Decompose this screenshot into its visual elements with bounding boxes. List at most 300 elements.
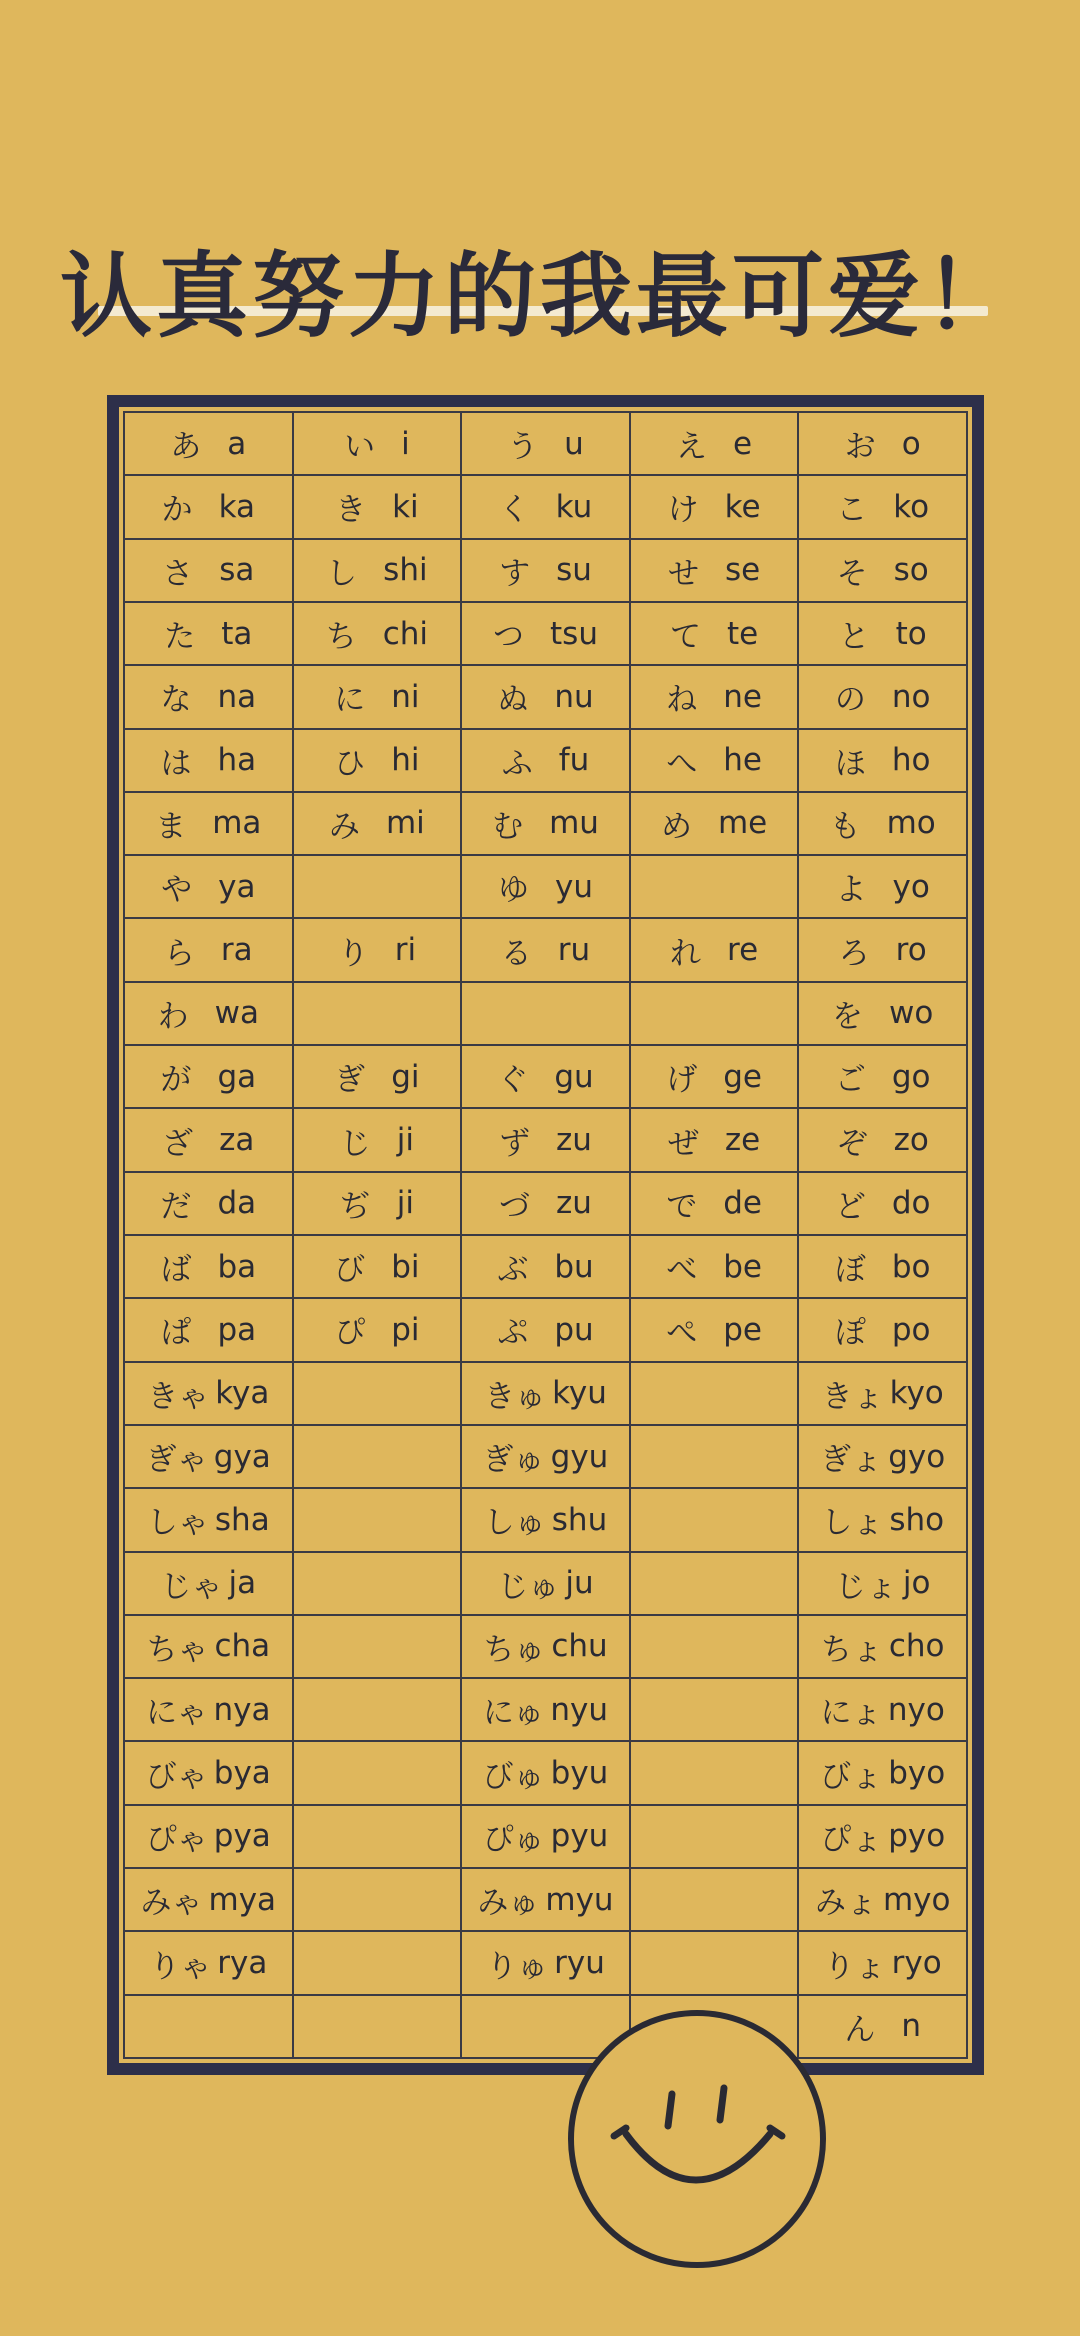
empty-cell: [294, 1742, 463, 1805]
kana-cell: [125, 1679, 294, 1742]
empty-cell: [631, 1742, 800, 1805]
kana-cell: [799, 1426, 968, 1489]
kana-char: ぴょ: [820, 1821, 883, 1858]
kana-char: て: [669, 619, 701, 656]
kana-cell: [462, 1109, 631, 1172]
romaji-text: gya: [213, 1438, 271, 1475]
kana-cell: [462, 1426, 631, 1489]
romaji-text: mi: [385, 805, 425, 842]
romaji-text: cha: [214, 1628, 271, 1665]
kana-cell: [799, 603, 968, 666]
romaji-text: pu: [554, 1311, 594, 1348]
romaji-text: shi: [383, 552, 428, 589]
kana-cell: [631, 476, 800, 539]
kana-cell: [294, 603, 463, 666]
empty-cell: [631, 1806, 800, 1869]
romaji-text: nyo: [887, 1691, 945, 1728]
kana-cell: [462, 1173, 631, 1236]
romaji-text: ta: [221, 615, 253, 652]
empty-cell: [294, 1996, 463, 2059]
romaji-text: be: [723, 1248, 762, 1285]
kana-cell: [799, 1173, 968, 1236]
romaji-text: bu: [554, 1248, 594, 1285]
kana-cell: [294, 1236, 463, 1299]
kana-cell: [799, 1806, 968, 1869]
kana-cell: [125, 1426, 294, 1489]
romaji-text: byu: [550, 1755, 609, 1792]
kana-char: じ: [339, 1125, 371, 1162]
kana-char: ぢ: [339, 1188, 371, 1225]
kana-char: ず: [499, 1125, 531, 1162]
romaji-text: gi: [391, 1058, 420, 1095]
kana-char: た: [164, 619, 196, 656]
kana-cell: [462, 1299, 631, 1362]
romaji-text: ro: [895, 932, 927, 969]
kana-char: え: [676, 429, 708, 466]
romaji-text: jo: [902, 1565, 931, 1602]
kana-cell: [125, 1299, 294, 1362]
romaji-text: ryu: [554, 1945, 605, 1982]
kana-cell: [631, 1046, 800, 1109]
kana-cell: [294, 730, 463, 793]
romaji-text: da: [217, 1185, 257, 1222]
empty-cell: [125, 1996, 294, 2059]
kana-cell: [125, 1806, 294, 1869]
kana-char: りょ: [823, 1948, 886, 1985]
kana-char: しゃ: [146, 1505, 209, 1542]
kana-char: きゃ: [147, 1378, 210, 1415]
kana-cell: [294, 1173, 463, 1236]
kana-cell: [799, 1742, 968, 1805]
kana-char: ぷ: [497, 1315, 529, 1352]
romaji-text: no: [891, 678, 931, 715]
kana-char: ち: [325, 619, 357, 656]
kana-cell: [799, 540, 968, 603]
kana-cell: [462, 730, 631, 793]
empty-cell: [294, 983, 463, 1046]
kana-char: び: [334, 1252, 366, 1289]
kana-char: も: [829, 808, 861, 845]
kana-char: ろ: [838, 935, 870, 972]
kana-cell: [462, 1236, 631, 1299]
romaji-text: ko: [893, 488, 930, 525]
kana-char: にゅ: [482, 1695, 545, 1732]
kana-char: ぴゃ: [145, 1821, 208, 1858]
romaji-text: za: [219, 1122, 255, 1159]
kana-char: しゅ: [483, 1505, 546, 1542]
kana-char: れ: [670, 935, 702, 972]
romaji-text: ru: [557, 932, 591, 969]
kana-char: ほ: [834, 745, 866, 782]
romaji-text: kyo: [889, 1375, 944, 1412]
romaji-text: me: [717, 805, 768, 842]
kana-char: め: [660, 808, 692, 845]
kana-cell: [631, 919, 800, 982]
kana-cell: [799, 1363, 968, 1426]
kana-char: ど: [834, 1188, 866, 1225]
kana-char: む: [492, 808, 524, 845]
empty-cell: [294, 1806, 463, 1869]
kana-cell: [799, 1299, 968, 1362]
kana-char: で: [666, 1188, 698, 1225]
kana-cell: [799, 1932, 968, 1995]
kana-char: こ: [836, 492, 868, 529]
romaji-text: hi: [391, 742, 420, 779]
kana-cell: [125, 919, 294, 982]
romaji-text: ke: [724, 488, 761, 525]
kana-cell: [799, 1679, 968, 1742]
romaji-text: ra: [220, 932, 253, 969]
romaji-text: pyu: [550, 1818, 609, 1855]
romaji-text: sha: [214, 1501, 270, 1538]
kana-char: びゅ: [482, 1758, 545, 1795]
empty-cell: [294, 1869, 463, 1932]
romaji-text: cho: [888, 1628, 945, 1665]
romaji-text: ji: [396, 1122, 414, 1159]
romaji-text: myo: [882, 1881, 951, 1918]
kana-cell: [125, 1046, 294, 1109]
romaji-text: chi: [382, 615, 429, 652]
kana-char: りゅ: [486, 1948, 549, 1985]
kana-char: みゃ: [140, 1885, 203, 1922]
romaji-text: gyu: [550, 1438, 609, 1475]
kana-char: ぞ: [836, 1125, 868, 1162]
kana-char: り: [337, 935, 369, 972]
romaji-text: bya: [213, 1755, 271, 1792]
kana-cell: [799, 1109, 968, 1172]
kana-char: か: [161, 492, 193, 529]
kana-cell: [294, 1299, 463, 1362]
romaji-text: zu: [556, 1185, 592, 1222]
romaji-text: nya: [213, 1691, 271, 1728]
kana-cell: [294, 666, 463, 729]
romaji-text: sa: [219, 552, 255, 589]
kana-cell: [631, 1173, 800, 1236]
kana-cell: [799, 793, 968, 856]
empty-cell: [631, 1426, 800, 1489]
kana-cell: [125, 730, 294, 793]
kana-char: ゆ: [497, 872, 529, 909]
kana-char: ぽ: [834, 1315, 866, 1352]
kana-char: にゃ: [146, 1695, 208, 1732]
kana-cell: [294, 476, 463, 539]
kana-cell: [125, 856, 294, 919]
empty-cell: [631, 1679, 800, 1742]
kana-cell: [631, 603, 800, 666]
romaji-text: so: [893, 552, 929, 589]
kana-cell: [462, 666, 631, 729]
kana-char: せ: [667, 555, 699, 592]
kana-cell: [631, 793, 800, 856]
kana-char: ぴ: [334, 1315, 366, 1352]
kana-cell: [799, 1616, 968, 1679]
kana-char: ぐ: [497, 1062, 529, 1099]
kana-cell: [294, 413, 463, 476]
romaji-text: ne: [723, 678, 762, 715]
romaji-text: gu: [554, 1058, 594, 1095]
kana-cell: [799, 1553, 968, 1616]
romaji-text: po: [891, 1311, 931, 1348]
kana-char: きょ: [821, 1378, 884, 1415]
kana-cell: [125, 540, 294, 603]
romaji-text: te: [726, 615, 759, 652]
kana-cell: [462, 1932, 631, 1995]
kana-char: ぎ: [334, 1062, 366, 1099]
kana-char: が: [160, 1062, 192, 1099]
romaji-text: bi: [391, 1248, 420, 1285]
kana-cell: [294, 540, 463, 603]
kana-cell: [125, 1932, 294, 1995]
romaji-text: kya: [215, 1375, 270, 1412]
kana-char: わ: [157, 998, 189, 1035]
empty-cell: [631, 1489, 800, 1552]
romaji-text: ka: [218, 488, 255, 525]
kana-char: を: [832, 998, 864, 1035]
kana-char: じゃ: [160, 1568, 223, 1605]
title-area: [0, 240, 1080, 370]
kana-cell: [799, 1869, 968, 1932]
romaji-text: rya: [217, 1945, 268, 1982]
kana-cell: [799, 476, 968, 539]
romaji-text: ze: [724, 1122, 761, 1159]
smiley-right-eye: [720, 2088, 724, 2120]
romaji-text: u: [564, 425, 584, 462]
kana-cell: [125, 413, 294, 476]
romaji-text: byo: [888, 1755, 946, 1792]
romaji-text: i: [401, 425, 410, 462]
romaji-text: ge: [723, 1058, 762, 1095]
kana-cell: [631, 730, 800, 793]
romaji-text: pi: [391, 1311, 420, 1348]
kana-cell: [631, 1236, 800, 1299]
kana-cell: [799, 983, 968, 1046]
romaji-text: pa: [217, 1311, 257, 1348]
kana-char: の: [834, 682, 866, 719]
kana-cell: [294, 793, 463, 856]
kana-cell: [799, 730, 968, 793]
kana-cell: [294, 919, 463, 982]
kana-char: は: [160, 745, 192, 782]
kana-char: ぱ: [160, 1315, 192, 1352]
romaji-text: nyu: [550, 1691, 608, 1728]
kana-char: と: [838, 619, 870, 656]
kana-char: りゃ: [149, 1948, 212, 1985]
romaji-text: ni: [391, 678, 420, 715]
kana-char: い: [344, 429, 376, 466]
kana-cell: [125, 793, 294, 856]
kana-char: じゅ: [497, 1568, 560, 1605]
romaji-text: tsu: [550, 615, 598, 652]
romaji-text: o: [901, 425, 921, 462]
kana-char: ぴゅ: [482, 1821, 545, 1858]
romaji-text: a: [227, 425, 247, 462]
romaji-text: ho: [891, 742, 931, 779]
kana-char: へ: [666, 745, 698, 782]
romaji-text: mu: [549, 805, 599, 842]
romaji-text: ki: [392, 488, 419, 525]
kana-char: な: [160, 682, 192, 719]
kana-char: る: [500, 935, 532, 972]
kana-cell: [125, 476, 294, 539]
smiley-face-graphic: [574, 2016, 820, 2262]
kana-cell: [799, 1996, 968, 2059]
kana-cell: [799, 413, 968, 476]
empty-cell: [294, 1616, 463, 1679]
romaji-text: mya: [208, 1881, 277, 1918]
romaji-text: pya: [213, 1818, 271, 1855]
romaji-text: wo: [889, 995, 934, 1032]
empty-cell: [294, 1932, 463, 1995]
kana-cell: [462, 1806, 631, 1869]
romaji-text: ha: [217, 742, 257, 779]
kana-cell: [125, 1616, 294, 1679]
kana-cell: [462, 919, 631, 982]
kana-cell: [125, 1363, 294, 1426]
page-title: 认真努力的我最可爱！: [59, 243, 1020, 350]
romaji-text: de: [723, 1185, 762, 1222]
kana-char: つ: [493, 619, 525, 656]
kana-cell: [799, 1236, 968, 1299]
kana-cell: [125, 1109, 294, 1172]
romaji-text: na: [217, 678, 257, 715]
kana-char: ぼ: [834, 1252, 866, 1289]
kana-cell: [125, 1742, 294, 1805]
empty-cell: [294, 1553, 463, 1616]
kana-cell: [462, 603, 631, 666]
romaji-text: chu: [551, 1628, 608, 1665]
kana-char: ぬ: [497, 682, 529, 719]
kana-char: ら: [163, 935, 195, 972]
kana-cell: [462, 856, 631, 919]
kana-char: ぎゅ: [482, 1442, 545, 1479]
kana-cell: [462, 1869, 631, 1932]
romaji-text: yu: [554, 868, 593, 905]
kana-char: みゅ: [477, 1885, 540, 1922]
kana-cell: [631, 540, 800, 603]
kana-char: ぺ: [666, 1315, 698, 1352]
kana-cell: [462, 1363, 631, 1426]
kana-cell: [631, 666, 800, 729]
romaji-text: fu: [558, 742, 590, 779]
romaji-text: ku: [555, 488, 593, 525]
kana-chart-frame: [107, 395, 984, 2075]
romaji-text: go: [891, 1058, 931, 1095]
kana-char: み: [328, 808, 360, 845]
empty-cell: [294, 1489, 463, 1552]
kana-cell: [462, 1489, 631, 1552]
empty-cell: [631, 1363, 800, 1426]
romaji-text: zo: [893, 1122, 929, 1159]
kana-char: あ: [170, 429, 202, 466]
kana-cell: [125, 1869, 294, 1932]
kana-cell: [462, 1679, 631, 1742]
kana-char: に: [334, 682, 366, 719]
kana-char: しょ: [821, 1505, 884, 1542]
kana-char: や: [161, 872, 193, 909]
kana-cell: [631, 1109, 800, 1172]
romaji-text: pyo: [888, 1818, 946, 1855]
kana-char: ぜ: [667, 1125, 699, 1162]
romaji-text: re: [727, 932, 759, 969]
romaji-text: sho: [889, 1501, 945, 1538]
romaji-text: kyu: [552, 1375, 607, 1412]
romaji-text: ju: [565, 1565, 594, 1602]
kana-char: く: [498, 492, 530, 529]
kana-char: け: [667, 492, 699, 529]
romaji-text: ji: [396, 1185, 414, 1222]
romaji-text: pe: [723, 1311, 762, 1348]
romaji-text: se: [724, 552, 761, 589]
romaji-text: e: [733, 425, 753, 462]
kana-cell: [294, 1109, 463, 1172]
romaji-text: gyo: [888, 1438, 946, 1475]
smiley-mouth: [626, 2134, 770, 2180]
kana-cell: [125, 666, 294, 729]
romaji-text: do: [891, 1185, 931, 1222]
kana-cell: [799, 1046, 968, 1109]
romaji-text: ri: [394, 932, 417, 969]
kana-char: ぎゃ: [145, 1442, 208, 1479]
kana-char: お: [844, 429, 876, 466]
romaji-text: su: [556, 552, 592, 589]
smiley-left-eye: [668, 2094, 672, 2126]
kana-char: ご: [834, 1062, 866, 1099]
kana-char: う: [507, 429, 539, 466]
romaji-text: zu: [556, 1122, 592, 1159]
kana-cell: [799, 856, 968, 919]
empty-cell: [294, 1679, 463, 1742]
kana-char: だ: [160, 1188, 192, 1225]
kana-char: みょ: [814, 1885, 877, 1922]
kana-cell: [799, 1489, 968, 1552]
kana-cell: [462, 540, 631, 603]
empty-cell: [631, 983, 800, 1046]
romaji-text: ryo: [891, 1945, 942, 1982]
romaji-text: nu: [554, 678, 594, 715]
kana-char: ざ: [162, 1125, 194, 1162]
romaji-text: myu: [545, 1881, 614, 1918]
kana-char: き: [335, 492, 367, 529]
romaji-text: ma: [212, 805, 262, 842]
romaji-text: n: [901, 2008, 922, 2045]
kana-char: ば: [160, 1252, 192, 1289]
kana-cell: [462, 1742, 631, 1805]
empty-cell: [631, 1869, 800, 1932]
kana-char: ま: [155, 808, 187, 845]
kana-cell: [125, 1489, 294, 1552]
empty-cell: [631, 1553, 800, 1616]
kana-cell: [462, 1046, 631, 1109]
kana-char: ひ: [334, 745, 366, 782]
kana-cell: [799, 666, 968, 729]
empty-cell: [631, 1932, 800, 1995]
kana-cell: [462, 413, 631, 476]
romaji-text: yo: [892, 868, 930, 905]
kana-char: にょ: [820, 1695, 882, 1732]
kana-char: ちょ: [820, 1631, 883, 1668]
kana-cell: [125, 603, 294, 666]
kana-char: きゅ: [484, 1378, 547, 1415]
kana-char: よ: [835, 872, 867, 909]
kana-char: さ: [162, 555, 194, 592]
romaji-text: ja: [228, 1565, 257, 1602]
kana-char: ん: [844, 2011, 876, 2048]
kana-cell: [462, 476, 631, 539]
kana-char: そ: [836, 555, 868, 592]
kana-cell: [125, 1236, 294, 1299]
kana-char: ぶ: [497, 1252, 529, 1289]
kana-char: びょ: [820, 1758, 883, 1795]
